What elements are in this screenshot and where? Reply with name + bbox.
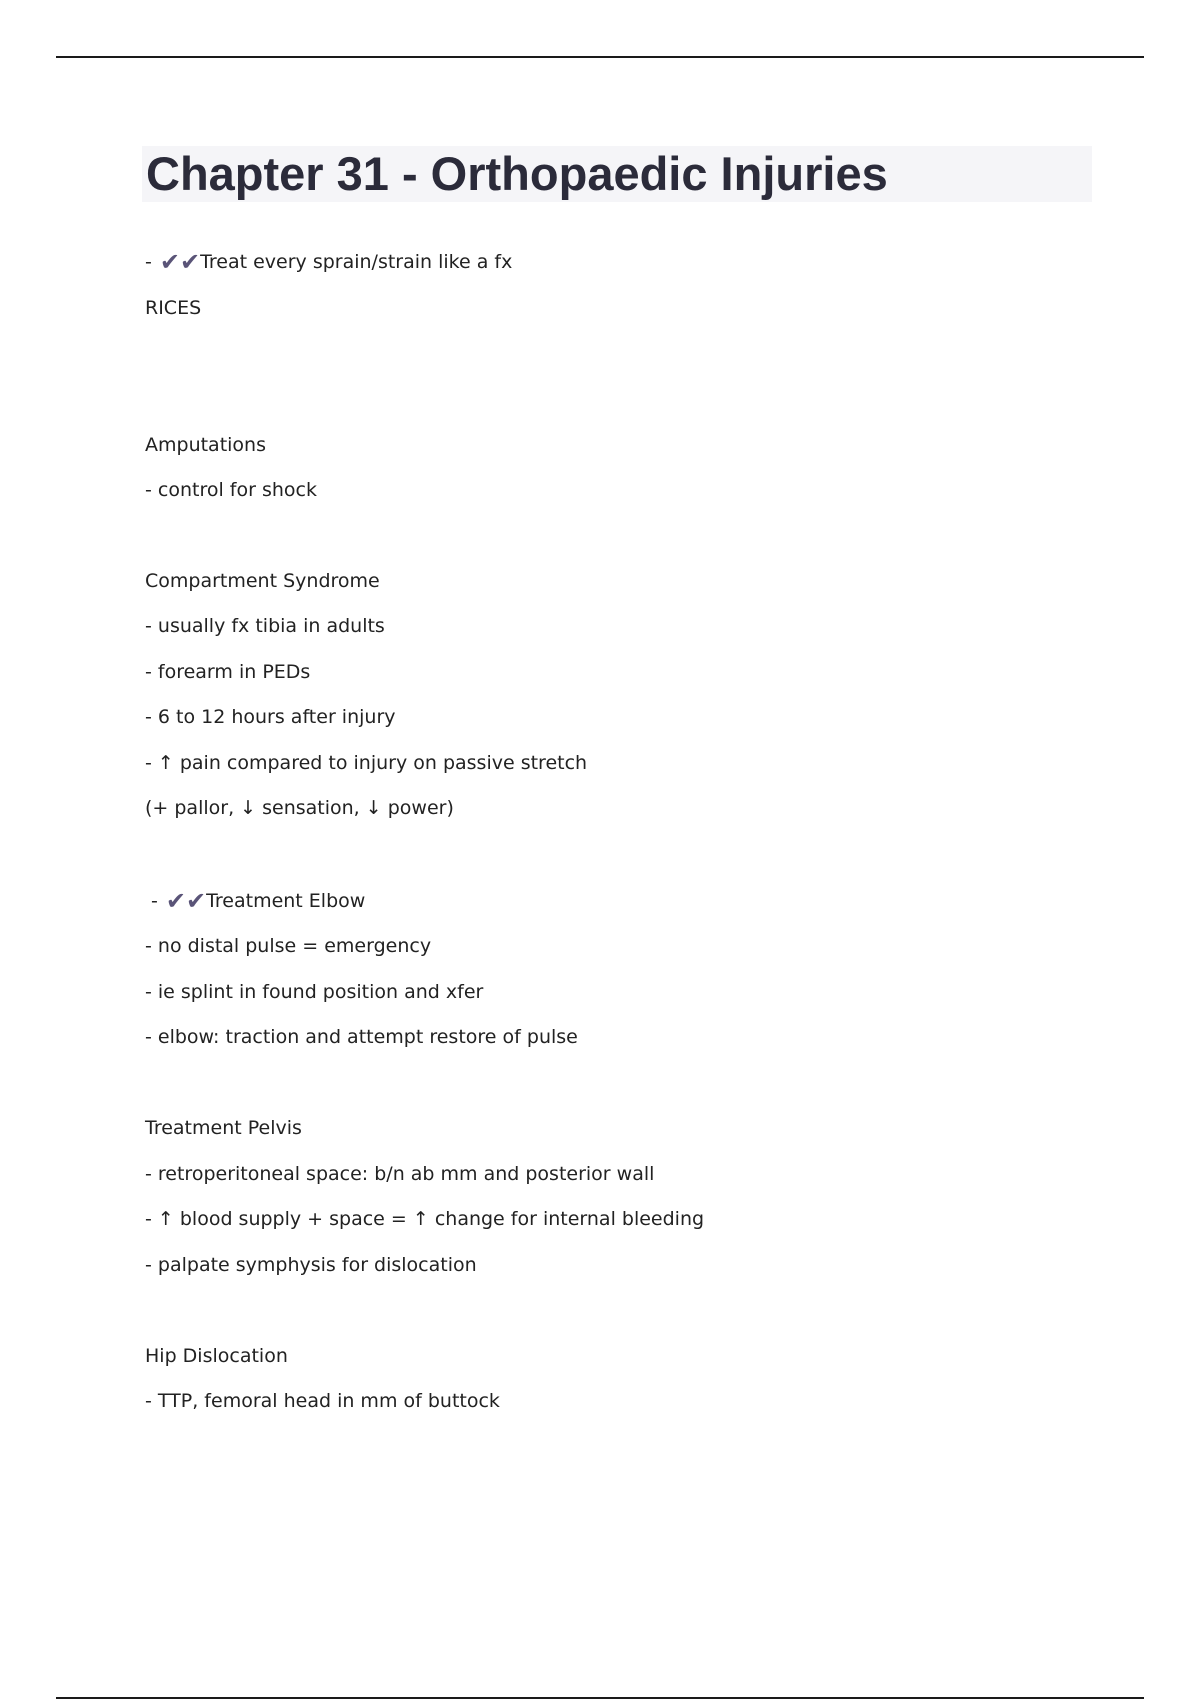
checkmark-icon: ✔: [165, 887, 186, 915]
top-rule: [56, 56, 1144, 58]
section-heading: Compartment Syndrome: [145, 570, 380, 592]
dash-prefix: -: [151, 890, 158, 912]
checkmark-icon: ✔: [179, 248, 201, 276]
section-heading: Hip Dislocation: [145, 1345, 288, 1367]
note-line: - retroperitoneal space: b/n ab mm and posterior wall: [145, 1163, 655, 1185]
note-line: - usually fx tibia in adults: [145, 615, 385, 637]
note-line: [151, 888, 365, 914]
section-heading: Treatment Pelvis: [145, 1117, 302, 1139]
page-title: Chapter 31 - Orthopaedic Injuries: [146, 147, 888, 200]
note-text: Treatment Elbow: [206, 890, 366, 912]
note-line: - control for shock: [145, 479, 317, 501]
note-line: - palpate symphysis for dislocation: [145, 1254, 477, 1276]
note-line: - 6 to 12 hours after injury: [145, 706, 396, 728]
dash-prefix: -: [145, 251, 152, 273]
note-line: (+ pallor, ↓ sensation, ↓ power): [145, 797, 454, 819]
checkmark-icon: ✔: [159, 248, 180, 276]
section-heading: Amputations: [145, 434, 266, 456]
note-line: - elbow: traction and attempt restore of pulse: [145, 1026, 578, 1048]
note-line: RICES: [145, 297, 202, 319]
note-line: - ie splint in found position and xfer: [145, 981, 484, 1003]
note-line: - ↑ blood supply + space = ↑ change for internal bleeding: [145, 1208, 705, 1230]
note-line: - TTP, femoral head in mm of buttock: [145, 1390, 500, 1412]
note-line: [145, 249, 512, 275]
note-line: - no distal pulse = emergency: [145, 935, 432, 957]
bottom-rule: [56, 1697, 1144, 1699]
note-line: - ↑ pain compared to injury on passive stretch: [145, 752, 588, 774]
checkmark-icon: ✔: [185, 887, 207, 915]
note-text: Treat every sprain/strain like a fx: [200, 251, 513, 273]
note-line: - forearm in PEDs: [145, 661, 311, 683]
